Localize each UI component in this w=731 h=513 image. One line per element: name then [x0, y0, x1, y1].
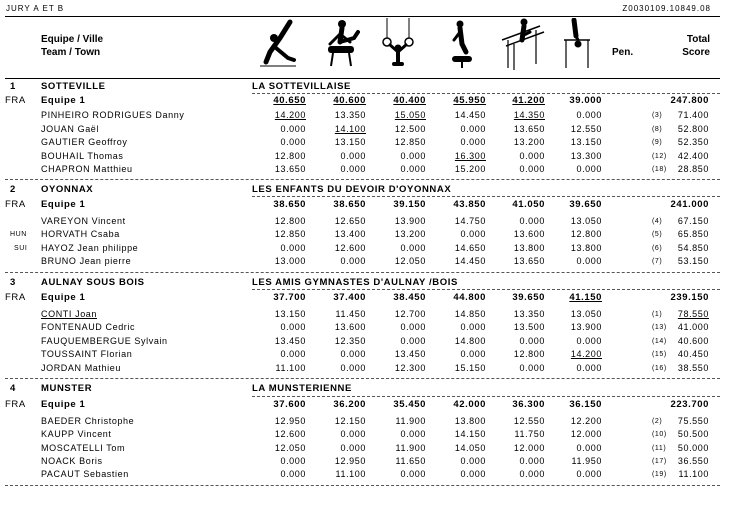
gymnast-row — [0, 229, 731, 242]
text-cell: AULNAY SOUS BOIS — [41, 277, 145, 288]
text-cell: FRA — [5, 292, 26, 303]
score-cell: 0.000 — [576, 336, 602, 346]
score-cell: 0.000 — [519, 151, 545, 161]
score-cell: 15.150 — [454, 363, 486, 373]
team-separator — [5, 485, 720, 486]
score-cell: 13.800 — [454, 416, 486, 426]
team-total: 247.800 — [670, 95, 709, 106]
high-bar-icon — [560, 18, 594, 70]
score-cell: 0.000 — [576, 469, 602, 479]
team-divider — [252, 196, 720, 197]
score-cell: 11.100 — [335, 469, 366, 479]
text-cell: HAYOZ Jean philippe — [41, 243, 139, 253]
rank-label: (4) — [652, 218, 663, 225]
team-score-row — [0, 95, 731, 108]
score-cell: 14.750 — [454, 216, 486, 226]
penalty-column-label: Pen. — [612, 47, 634, 58]
score-cell: 11.900 — [395, 443, 426, 453]
score-cell: 0.000 — [519, 363, 545, 373]
score-column-label: Score — [682, 47, 710, 58]
score-cell: 13.650 — [513, 256, 545, 266]
score-cell: 36.150 — [569, 399, 602, 410]
score-cell: 0.000 — [280, 469, 306, 479]
text-cell: FRA — [5, 399, 26, 410]
score-cell: 11.100 — [275, 363, 306, 373]
score-cell: 0.000 — [280, 349, 306, 359]
team-score-row — [0, 199, 731, 212]
score-cell: 0.000 — [460, 469, 486, 479]
score-cell: 13.050 — [570, 309, 602, 319]
score-cell: 13.650 — [513, 124, 545, 134]
score-cell: 12.800 — [513, 349, 545, 359]
score-cell: 43.850 — [453, 199, 486, 210]
text-cell: KAUPP Vincent — [41, 429, 112, 439]
score-cell: 223.700 — [670, 399, 709, 410]
score-cell: 13.400 — [334, 229, 366, 239]
text-cell: HORVATH Csaba — [41, 229, 120, 239]
score-cell: 12.150 — [334, 416, 366, 426]
score-cell: 13.450 — [394, 349, 426, 359]
text-cell: CHAPRON Matthieu — [41, 164, 133, 174]
document-reference: Z0030109.10849.08 — [622, 4, 711, 13]
score-cell: 13.800 — [570, 243, 602, 253]
score-cell: 12.550 — [570, 124, 602, 134]
score-cell: 0.000 — [460, 137, 486, 147]
text-cell: BOUHAIL Thomas — [41, 151, 124, 161]
score-cell: 37.700 — [273, 292, 306, 303]
text-cell: GAUTIER Geoffroy — [41, 137, 128, 147]
text-cell: HUN — [10, 231, 27, 238]
rank-label: (13) — [652, 324, 667, 331]
score-cell: 12.800 — [274, 216, 306, 226]
score-cell: 50.000 — [677, 443, 709, 453]
score-cell: 0.000 — [576, 443, 602, 453]
score-cell: 13.900 — [570, 322, 602, 332]
score-cell: 67.150 — [677, 216, 709, 226]
score-cell: 0.000 — [340, 256, 366, 266]
score-cell: 39.000 — [569, 95, 602, 106]
text-cell: FRA — [5, 199, 26, 210]
score-cell: 239.150 — [670, 292, 709, 303]
header-rule — [5, 16, 720, 17]
gymnast-row — [0, 429, 731, 442]
score-cell: 13.350 — [334, 110, 366, 120]
score-cell: 52.800 — [677, 124, 709, 134]
score-cell: 0.000 — [340, 151, 366, 161]
score-cell: 12.050 — [394, 256, 426, 266]
score-cell: 75.550 — [677, 416, 709, 426]
score-cell: 13.050 — [570, 216, 602, 226]
score-cell: 13.450 — [274, 336, 306, 346]
score-cell: 0.000 — [519, 216, 545, 226]
jury-label: JURY A ET B — [6, 4, 65, 13]
score-cell: 0.000 — [280, 322, 306, 332]
score-cell: 14.850 — [454, 309, 486, 319]
header-bottom-rule — [5, 78, 720, 79]
text-cell: LES ENFANTS DU DEVOIR D'OYONNAX — [252, 184, 452, 195]
score-cell: 0.000 — [400, 151, 426, 161]
score-cell: 0.000 — [519, 456, 545, 466]
team-rank: 1 — [10, 81, 16, 92]
text-cell: JORDAN Mathieu — [41, 363, 121, 373]
rank-label: (1) — [652, 311, 663, 318]
score-cell: 38.550 — [677, 363, 709, 373]
team-score-row — [0, 399, 731, 412]
gymnast-row — [0, 110, 731, 123]
score-cell: 13.150 — [274, 309, 306, 319]
score-cell: 40.400 — [393, 95, 426, 106]
score-cell: 0.000 — [340, 164, 366, 174]
score-cell: 11.650 — [395, 456, 426, 466]
rank-label: (17) — [652, 458, 667, 465]
rank-label: (3) — [652, 112, 663, 119]
score-cell: 15.050 — [394, 110, 426, 120]
score-cell: 71.400 — [677, 110, 709, 120]
score-cell: 0.000 — [280, 124, 306, 134]
score-cell: 44.800 — [453, 292, 486, 303]
score-cell: 0.000 — [400, 429, 426, 439]
gymnast-row — [0, 469, 731, 482]
team-city: SOTTEVILLE — [41, 81, 106, 92]
rank-label: (8) — [652, 126, 663, 133]
score-cell: 78.550 — [677, 309, 709, 319]
text-cell: JOUAN Gaël — [41, 124, 100, 134]
score-cell: 42.000 — [453, 399, 486, 410]
gymnast-row — [0, 243, 731, 256]
text-cell: Equipe 1 — [41, 292, 86, 303]
text-cell: PINHEIRO RODRIGUES Danny — [41, 110, 185, 120]
score-cell: 41.150 — [569, 292, 602, 303]
gymnast-row — [0, 124, 731, 137]
score-cell: 38.650 — [273, 199, 306, 210]
score-cell: 12.950 — [274, 416, 306, 426]
team-divider — [252, 93, 720, 94]
score-cell: 14.050 — [454, 443, 486, 453]
rank-label: (6) — [652, 245, 663, 252]
score-cell: 0.000 — [400, 243, 426, 253]
club-name: LA SOTTEVILLAISE — [252, 81, 351, 92]
score-cell: 12.300 — [394, 363, 426, 373]
text-cell: Equipe 1 — [41, 399, 86, 410]
text-cell: BRUNO Jean pierre — [41, 256, 132, 266]
score-cell: 0.000 — [340, 363, 366, 373]
rank-label: (12) — [652, 153, 667, 160]
rank-label: (19) — [652, 471, 667, 478]
score-cell: 14.200 — [274, 110, 306, 120]
score-cell: 13.600 — [334, 322, 366, 332]
score-cell: 65.850 — [677, 229, 709, 239]
score-cell: 14.450 — [454, 256, 486, 266]
score-cell: 0.000 — [460, 456, 486, 466]
score-cell: 0.000 — [576, 164, 602, 174]
score-cell: 40.650 — [273, 95, 306, 106]
gymnast-row — [0, 309, 731, 322]
score-cell: 12.600 — [274, 429, 306, 439]
score-cell: 14.450 — [454, 110, 486, 120]
score-cell: 13.150 — [570, 137, 602, 147]
text-cell: OYONNAX — [41, 184, 94, 195]
town-column-label: Team / Town — [41, 47, 101, 58]
floor-icon — [258, 18, 298, 70]
gymnast-row — [0, 416, 731, 429]
score-cell: 12.050 — [274, 443, 306, 453]
score-cell: 13.200 — [513, 137, 545, 147]
text-cell: MOSCATELLI Tom — [41, 443, 126, 453]
score-cell: 37.600 — [273, 399, 306, 410]
score-cell: 28.850 — [677, 164, 709, 174]
rank-label: (11) — [652, 445, 667, 452]
score-cell: 0.000 — [460, 322, 486, 332]
rank-label: (18) — [652, 166, 667, 173]
team-divider — [252, 396, 720, 397]
score-cell: 11.900 — [395, 416, 426, 426]
score-cell: 12.000 — [570, 429, 602, 439]
score-cell: 11.100 — [678, 469, 709, 479]
score-cell: 36.300 — [512, 399, 545, 410]
score-cell: 36.200 — [333, 399, 366, 410]
text-cell: FAUQUEMBERGUE Sylvain — [41, 336, 168, 346]
text-cell: PACAUT Sebastien — [41, 469, 129, 479]
score-cell: 53.150 — [677, 256, 709, 266]
score-cell: 13.900 — [394, 216, 426, 226]
score-cell: 38.650 — [333, 199, 366, 210]
score-cell: 41.050 — [512, 199, 545, 210]
text-cell: SUI — [14, 245, 28, 252]
score-cell: 14.150 — [454, 429, 486, 439]
score-cell: 0.000 — [280, 456, 306, 466]
score-cell: 0.000 — [519, 469, 545, 479]
score-cell: 14.800 — [454, 336, 486, 346]
score-cell: 13.500 — [513, 322, 545, 332]
gymnast-row — [0, 336, 731, 349]
score-cell: 15.200 — [454, 164, 486, 174]
pommel-horse-icon — [320, 18, 360, 70]
score-cell: 16.300 — [454, 151, 486, 161]
rank-label: (5) — [652, 231, 663, 238]
score-cell: 45.950 — [453, 95, 486, 106]
score-cell: 0.000 — [460, 229, 486, 239]
score-cell: 40.450 — [677, 349, 709, 359]
rank-label: (7) — [652, 258, 663, 265]
gymnast-row — [0, 363, 731, 376]
gymnast-row — [0, 137, 731, 150]
score-cell: 12.000 — [513, 443, 545, 453]
team-separator — [5, 378, 720, 379]
score-cell: 12.700 — [394, 309, 426, 319]
score-cell: 0.000 — [400, 469, 426, 479]
score-cell: 13.800 — [513, 243, 545, 253]
team-header-row — [0, 383, 731, 396]
score-cell: 0.000 — [400, 164, 426, 174]
score-cell: 35.450 — [393, 399, 426, 410]
score-cell: 12.950 — [334, 456, 366, 466]
score-cell: 54.850 — [677, 243, 709, 253]
rank-label: (15) — [652, 351, 667, 358]
score-cell: 13.600 — [513, 229, 545, 239]
score-cell: 12.350 — [334, 336, 366, 346]
score-cell: 12.200 — [570, 416, 602, 426]
score-cell: 36.550 — [677, 456, 709, 466]
text-cell: LA MUNSTERIENNE — [252, 383, 352, 394]
text-cell: LES AMIS GYMNASTES D'AULNAY /BOIS — [252, 277, 458, 288]
total-column-label: Total — [686, 34, 710, 45]
team-separator — [5, 179, 720, 180]
gymnast-row — [0, 322, 731, 335]
score-cell: 0.000 — [460, 124, 486, 134]
score-cell: 0.000 — [519, 336, 545, 346]
score-cell: 0.000 — [280, 243, 306, 253]
parallel-bars-icon — [500, 18, 546, 70]
score-cell: 0.000 — [400, 322, 426, 332]
score-cell: 38.450 — [393, 292, 426, 303]
rings-icon — [380, 18, 416, 70]
score-cell: 40.600 — [677, 336, 709, 346]
score-cell: 0.000 — [340, 443, 366, 453]
score-cell: 14.650 — [454, 243, 486, 253]
score-cell: 12.850 — [394, 137, 426, 147]
score-cell: 14.100 — [334, 124, 366, 134]
score-cell: 39.150 — [393, 199, 426, 210]
score-cell: 0.000 — [340, 349, 366, 359]
score-cell: 13.000 — [274, 256, 306, 266]
team-name: Equipe 1 — [41, 95, 86, 106]
text-cell: CONTI Joan — [41, 309, 98, 319]
score-cell: 12.800 — [274, 151, 306, 161]
text-cell: TOUSSAINT Florian — [41, 349, 133, 359]
score-cell: 11.450 — [335, 309, 366, 319]
text-cell: BAEDER Christophe — [41, 416, 135, 426]
score-cell: 12.850 — [274, 229, 306, 239]
rank-label: (10) — [652, 431, 667, 438]
score-cell: 37.400 — [333, 292, 366, 303]
score-cell: 11.950 — [571, 456, 602, 466]
gymnast-row — [0, 443, 731, 456]
score-cell: 13.650 — [274, 164, 306, 174]
gymnast-row — [0, 456, 731, 469]
score-cell: 0.000 — [460, 349, 486, 359]
score-cell: 13.350 — [513, 309, 545, 319]
rank-label: (2) — [652, 418, 663, 425]
text-cell: NOACK Boris — [41, 456, 103, 466]
score-cell: 0.000 — [400, 336, 426, 346]
score-cell: 13.150 — [334, 137, 366, 147]
text-cell: MUNSTER — [41, 383, 93, 394]
team-column-label: Equipe / Ville — [41, 34, 104, 45]
text-cell: 3 — [10, 277, 16, 288]
score-cell: 12.800 — [570, 229, 602, 239]
score-cell: 241.000 — [670, 199, 709, 210]
text-cell: VAREYON Vincent — [41, 216, 126, 226]
team-divider — [252, 289, 720, 290]
rank-label: (9) — [652, 139, 663, 146]
score-cell: 0.000 — [576, 363, 602, 373]
score-cell: 39.650 — [569, 199, 602, 210]
text-cell: 4 — [10, 383, 16, 394]
gymnast-row — [0, 216, 731, 229]
score-cell: 13.300 — [570, 151, 602, 161]
score-cell: 12.650 — [334, 216, 366, 226]
score-cell: 41.000 — [677, 322, 709, 332]
score-cell: 12.500 — [394, 124, 426, 134]
score-cell: 13.200 — [394, 229, 426, 239]
score-cell: 0.000 — [576, 256, 602, 266]
gymnast-row — [0, 151, 731, 164]
score-cell: 50.500 — [677, 429, 709, 439]
gymnast-row — [0, 256, 731, 269]
score-cell: 0.000 — [280, 137, 306, 147]
score-cell: 0.000 — [576, 110, 602, 120]
vault-icon — [448, 18, 478, 70]
text-cell: FONTENAUD Cedric — [41, 322, 136, 332]
rank-label: (14) — [652, 338, 667, 345]
text-cell: 2 — [10, 184, 16, 195]
score-cell: 0.000 — [340, 429, 366, 439]
score-cell: 14.200 — [570, 349, 602, 359]
score-cell: 39.650 — [512, 292, 545, 303]
team-country: FRA — [5, 95, 26, 106]
score-cell: 41.200 — [512, 95, 545, 106]
score-cell: 11.750 — [514, 429, 545, 439]
gymnast-row — [0, 164, 731, 177]
score-cell: 0.000 — [519, 164, 545, 174]
score-cell: 12.550 — [513, 416, 545, 426]
score-cell: 14.350 — [513, 110, 545, 120]
text-cell: Equipe 1 — [41, 199, 86, 210]
score-cell: 12.600 — [334, 243, 366, 253]
team-score-row — [0, 292, 731, 305]
score-cell: 40.600 — [333, 95, 366, 106]
rank-label: (16) — [652, 365, 667, 372]
team-separator — [5, 272, 720, 273]
score-cell: 42.400 — [677, 151, 709, 161]
score-cell: 52.350 — [677, 137, 709, 147]
gymnast-row — [0, 349, 731, 362]
